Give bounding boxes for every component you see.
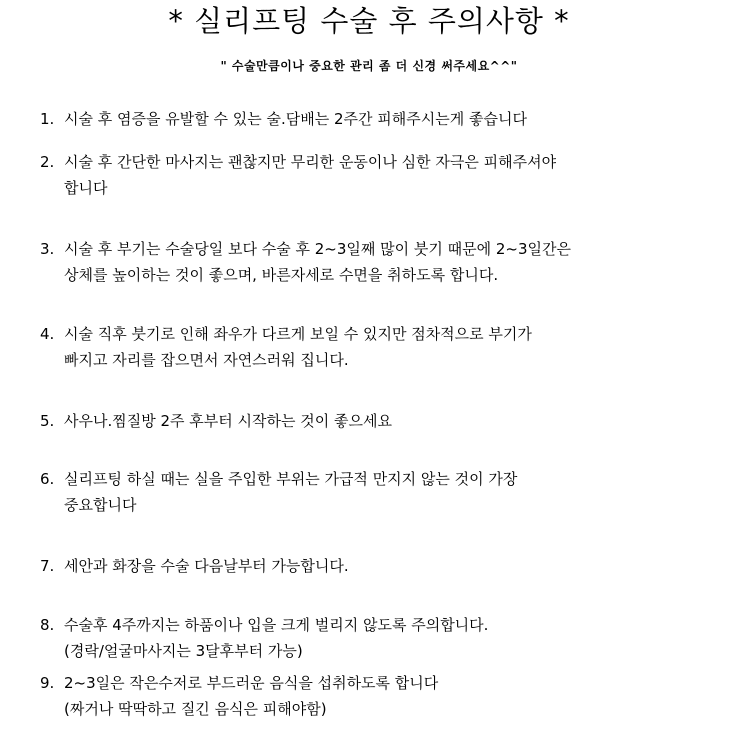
list-item-5	[40, 408, 730, 434]
item-text-continued: (경락/얼굴마사지는 3달후부터 가능)	[64, 642, 303, 660]
item-number: 6.	[40, 470, 55, 488]
item-text: 시술 후 부기는 수술당일 보다 수술 후 2~3일째 많이 붓기 때문에 2~3일간은	[64, 240, 571, 258]
item-text: 수술후 4주까지는 하품이나 입을 크게 벌리지 않도록 주의합니다.	[64, 616, 489, 634]
item-text-continued: (짜거나 딱딱하고 질긴 음식은 피해야함)	[64, 700, 327, 718]
item-text: 시술 후 염증을 유발할 수 있는 술.담배는 2주간 피해주시는게 좋습니다	[64, 110, 527, 128]
list-item-3	[40, 236, 730, 288]
item-text: 2~3일은 작은수저로 부드러운 음식을 섭취하도록 합니다	[64, 674, 439, 692]
item-text-continued: 빠지고 자리를 잡으면서 자연스러워 집니다.	[64, 351, 349, 369]
page-title: * 실리프팅 수술 후 주의사항 *	[168, 4, 570, 38]
item-text: 실리프팅 하실 때는 실을 주입한 부위는 가급적 만지지 않는 것이 가장	[64, 470, 518, 488]
item-text-continued: 합니다	[64, 179, 108, 197]
page-subtitle: " 수술만큼이나 중요한 관리 좀 더 신경 써주세요^^"	[220, 59, 518, 73]
item-number: 5.	[40, 412, 55, 430]
list-item-1	[40, 106, 730, 132]
list-item-8	[40, 612, 730, 664]
item-number: 3.	[40, 240, 55, 258]
item-text-continued: 상체를 높이하는 것이 좋으며, 바른자세로 수면을 취하도록 합니다.	[64, 266, 499, 284]
item-text: 시술 후 간단한 마사지는 괜찮지만 무리한 운동이나 심한 자극은 피해주셔야	[64, 153, 557, 171]
item-number: 1.	[40, 110, 55, 128]
list-item-4	[40, 321, 730, 373]
list-item-2	[40, 149, 730, 201]
item-number: 7.	[40, 557, 55, 575]
item-number: 8.	[40, 616, 55, 634]
list-item-7	[40, 553, 730, 579]
item-number: 2.	[40, 153, 55, 171]
item-text: 시술 직후 붓기로 인해 좌우가 다르게 보일 수 있지만 점차적으로 부기가	[64, 325, 532, 343]
item-number: 9.	[40, 674, 55, 692]
list-item-9	[40, 670, 730, 722]
item-text-continued: 중요합니다	[64, 496, 137, 514]
list-item-6	[40, 466, 730, 518]
item-number: 4.	[40, 325, 55, 343]
item-text: 세안과 화장을 수술 다음날부터 가능합니다.	[64, 557, 349, 575]
item-text: 사우나.찜질방 2주 후부터 시작하는 것이 좋으세요	[64, 412, 392, 430]
